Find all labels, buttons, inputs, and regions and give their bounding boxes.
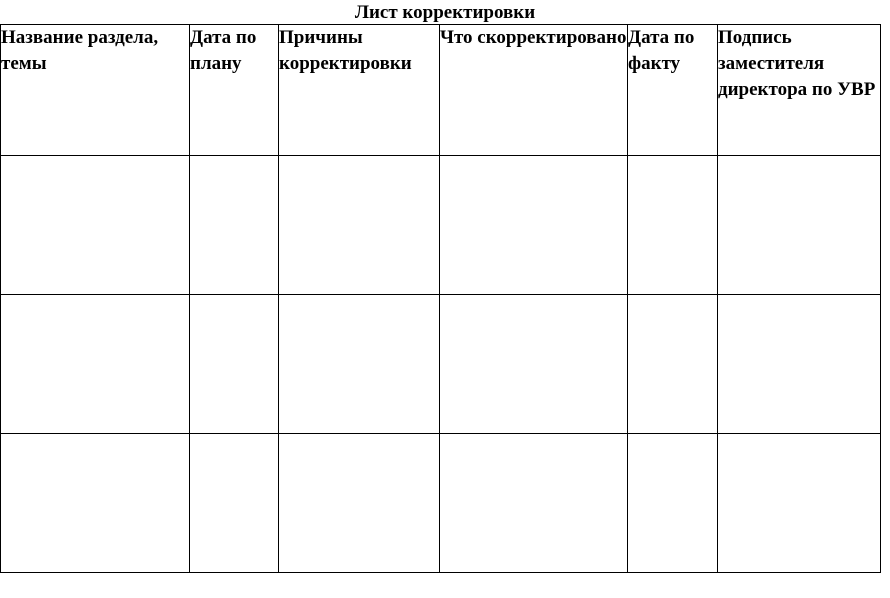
- page-title: Лист корректировки: [354, 2, 536, 23]
- table-cell[interactable]: [279, 156, 440, 295]
- table-cell[interactable]: [718, 434, 881, 573]
- table-cell[interactable]: [1, 434, 190, 573]
- correction-sheet: [0, 24, 876, 575]
- table-cell[interactable]: [440, 434, 628, 573]
- table-cell[interactable]: [718, 156, 881, 295]
- header-deputy-signature: Подпись заместителя директора по УВР: [718, 25, 881, 156]
- table-row: [1, 434, 881, 573]
- table-cell[interactable]: [1, 156, 190, 295]
- header-correction-reasons: Причины корректировки: [279, 25, 440, 156]
- header-section-topic: Название раздела, темы: [1, 25, 190, 156]
- table-row: [1, 156, 881, 295]
- table-cell[interactable]: [190, 156, 279, 295]
- header-what-corrected: Что скорректировано: [440, 25, 628, 156]
- header-actual-date: Дата по факту: [628, 25, 718, 156]
- correction-table: [0, 24, 881, 573]
- table-cell[interactable]: [440, 156, 628, 295]
- table-cell[interactable]: [628, 156, 718, 295]
- table-row: [1, 295, 881, 434]
- table-cell[interactable]: [279, 434, 440, 573]
- table-cell[interactable]: [1, 295, 190, 434]
- header-planned-date: Дата по плану: [190, 25, 279, 156]
- table-cell[interactable]: [628, 295, 718, 434]
- table-cell[interactable]: [718, 295, 881, 434]
- table-cell[interactable]: [190, 434, 279, 573]
- table-cell[interactable]: [190, 295, 279, 434]
- table-cell[interactable]: [440, 295, 628, 434]
- table-cell[interactable]: [628, 434, 718, 573]
- table-header-row: [1, 25, 881, 156]
- table-cell[interactable]: [279, 295, 440, 434]
